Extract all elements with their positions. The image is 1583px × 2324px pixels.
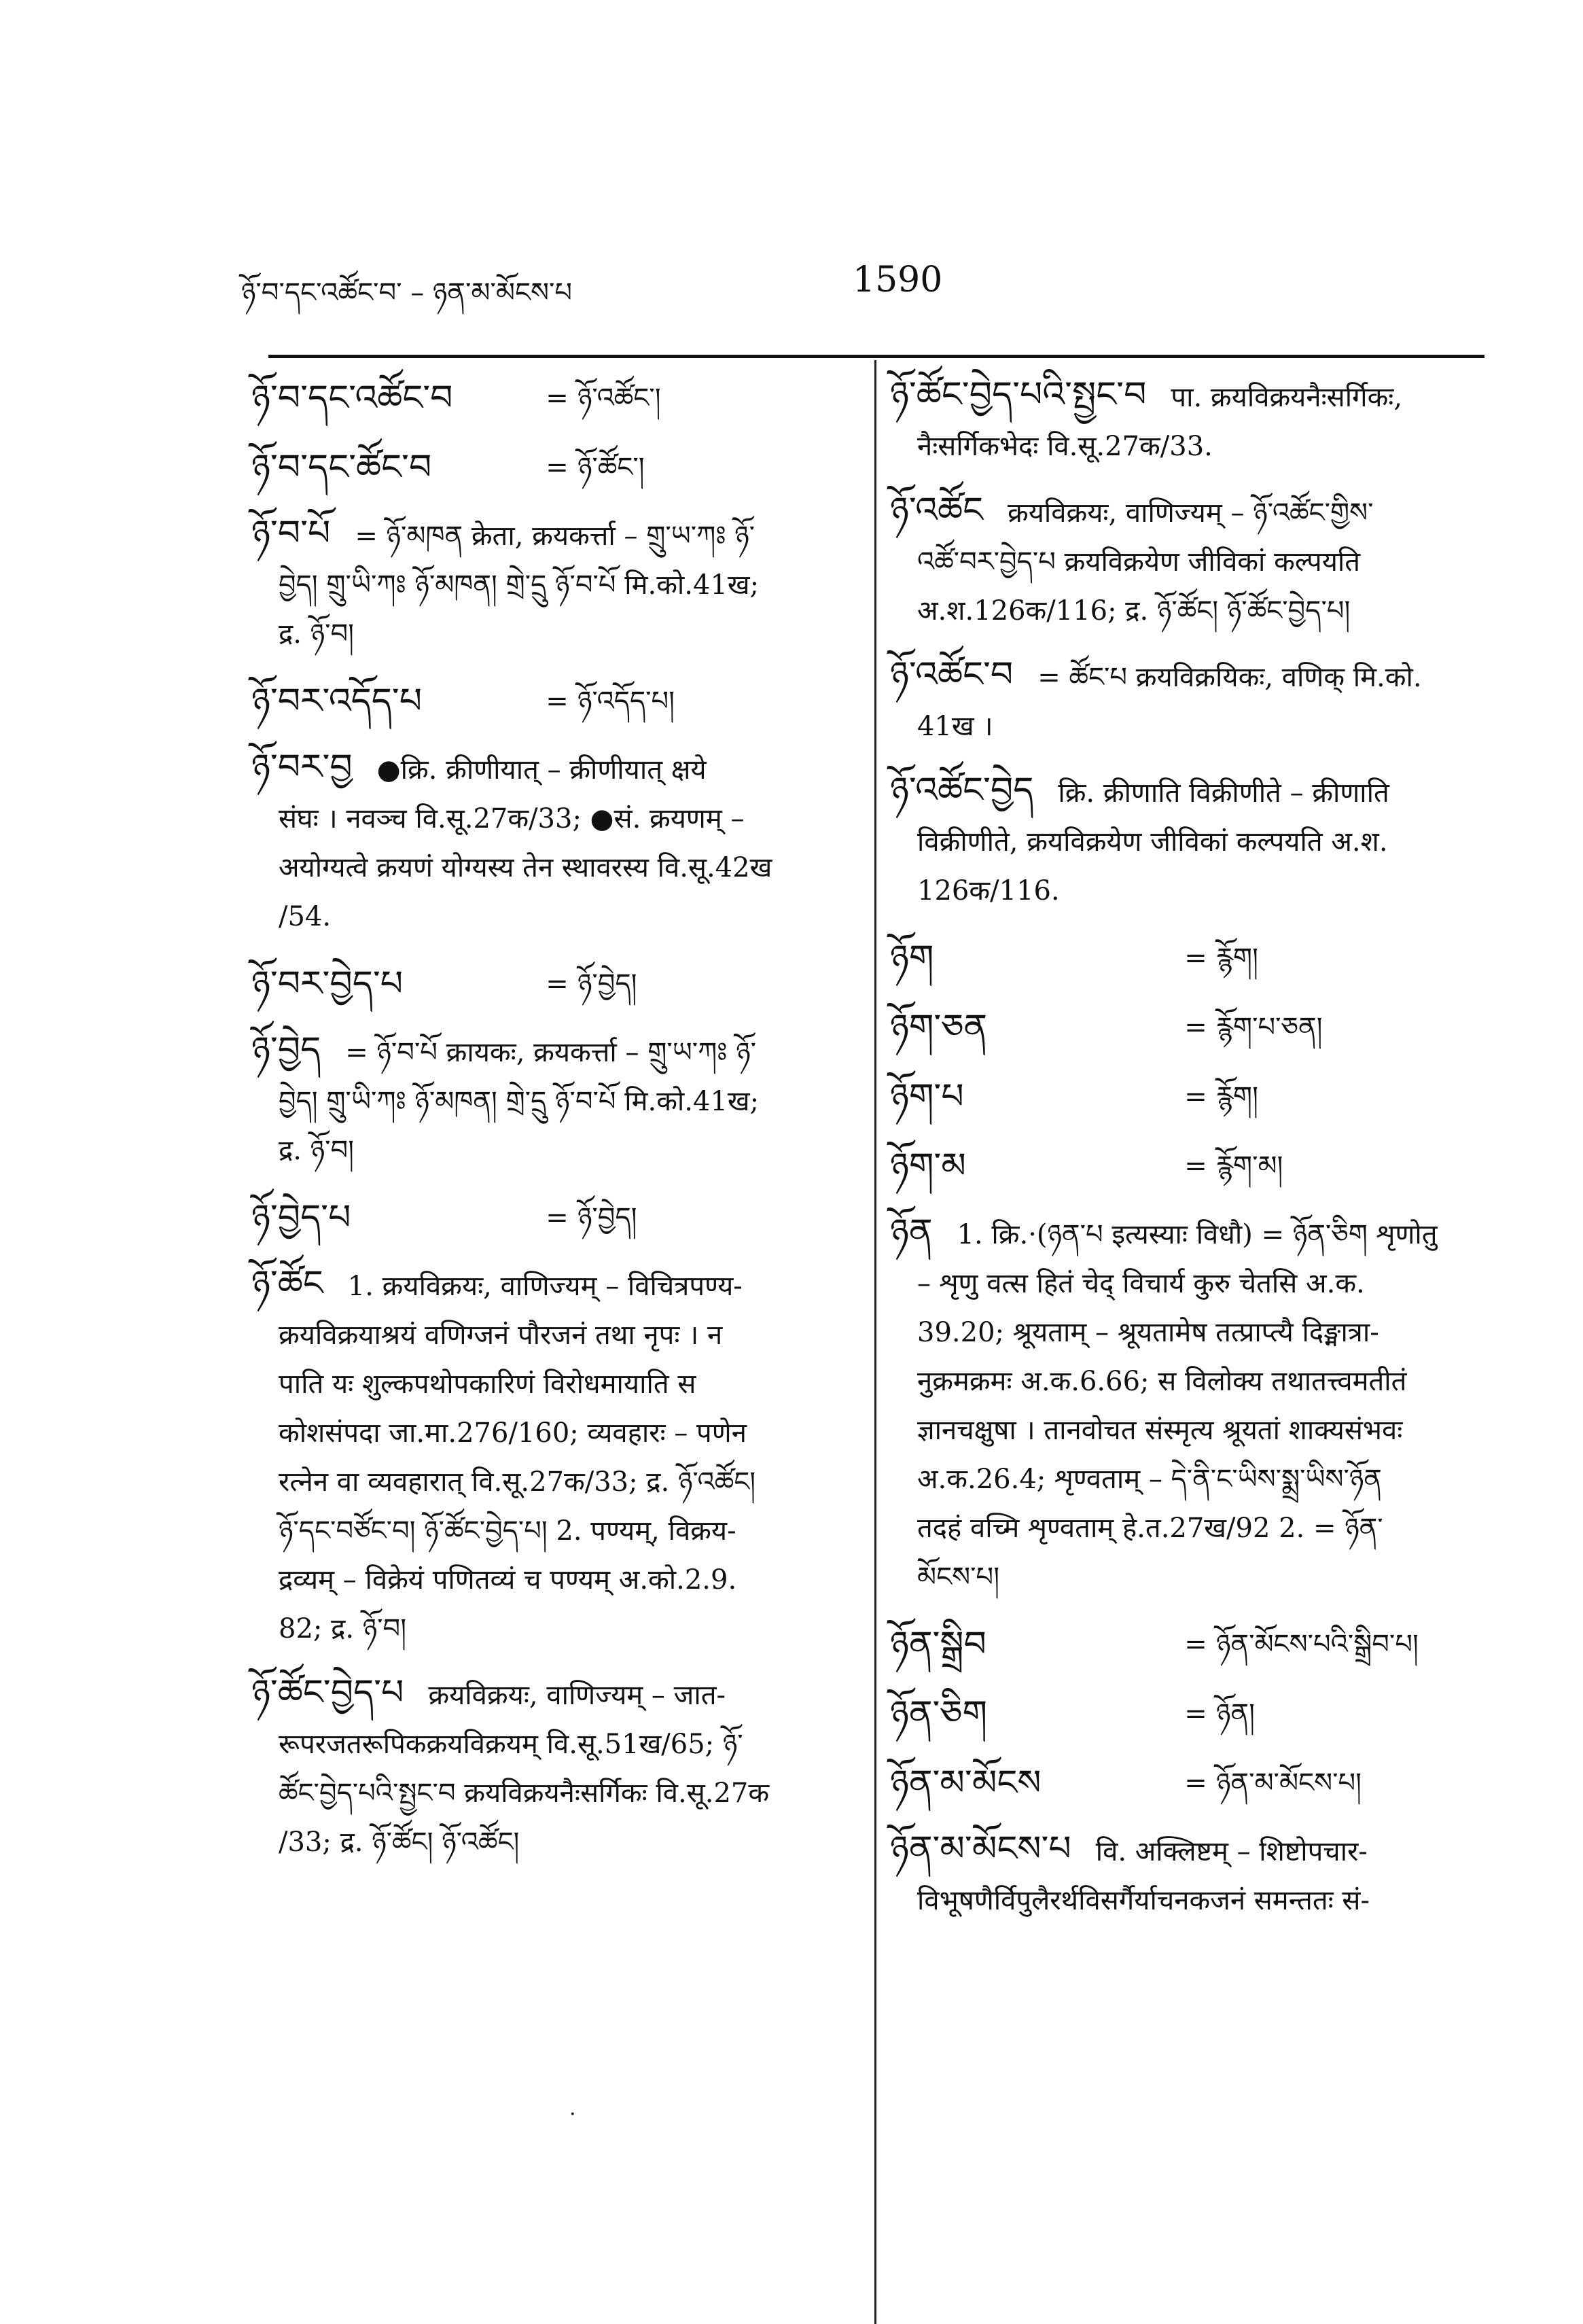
- dictionary-entry: [890, 650, 1501, 751]
- entry-line: [890, 1455, 1501, 1504]
- entry-line: [251, 1360, 859, 1409]
- headword: ཉོ་བར་བྱ: [251, 747, 353, 788]
- equals-sign: =: [1184, 1012, 1207, 1043]
- entry-text: अयोग्यत्वे क्रयणं योग्यस्य तेन स्थावरस्य वि.सू.42ख: [279, 852, 772, 883]
- entry-line: [890, 1553, 1501, 1602]
- entry-line: [890, 1357, 1501, 1406]
- entry-line: [890, 650, 1501, 702]
- equals-sign: =: [546, 383, 569, 414]
- entry-text: མོངས་པ།: [917, 1562, 1000, 1593]
- entry-line: [890, 538, 1501, 586]
- entry-text: བྱེད། གྲུ་ཡི་ཀཿ ཉོ་མཁན། གྲེ་དྲུ ཉོ་བ་པོ मि.को.41ख;: [279, 569, 760, 601]
- headword: ཉོ་ཚོང་བྱེད་པའི་སྤྱང་བ: [890, 374, 1147, 415]
- entry-line: [890, 1259, 1501, 1308]
- entry-text: ज्ञानचक्षुषा । तानवोचत संस्मृत्य श्रूयतां शाक्यसंभवः: [917, 1415, 1403, 1446]
- entry-line: [890, 370, 1501, 422]
- dictionary-entry: [251, 1259, 859, 1653]
- equals-sign: =: [1184, 1081, 1207, 1112]
- entry-line: [251, 1126, 859, 1175]
- entry-line: [890, 702, 1501, 751]
- cross-reference-entry: [890, 1000, 1501, 1055]
- entry-text: ཉོ་དང་བཙོང་བ། ཉོ་ཚོང་བྱེད་པ། 2. पण्यम्, विक्रय-: [279, 1515, 736, 1547]
- dictionary-entry: [251, 743, 859, 941]
- entry-text: वि. अक्लिष्टम् – शिष्टोपचार-: [1095, 1836, 1368, 1867]
- entry-text: 1. क्रयविक्रयः, वाणिज्यम् – विचित्रपण्य-: [347, 1271, 743, 1302]
- cross-reference-entry: [890, 930, 1501, 986]
- entry-text: तदहं वच्मि शृण्वताम् हे.त.27ख/92 2. = ཉོན་: [917, 1513, 1383, 1544]
- cross-reference-entry: [890, 1755, 1501, 1811]
- cross-reference-entry: [251, 673, 859, 729]
- entry-text: ●क्रि. क्रीणीयात् – क्रीणीयात् क्षये: [376, 754, 707, 786]
- cross-reference-target: ཉོ་བྱེད།: [577, 1202, 637, 1233]
- entry-line: [251, 1818, 859, 1867]
- running-head: ཉོ་བ་དང་འཚོང་བ་ – ཉན་མ་མོངས་པ: [241, 277, 573, 309]
- entry-text: 126क/116.: [917, 875, 1060, 906]
- entry-text: विभूषणैर्विपुलैरर्थविसर्गैर्याचनकजनं समन्ततः सं-: [917, 1885, 1370, 1916]
- cross-reference-entry: [890, 1686, 1501, 1742]
- dictionary-entry: [890, 486, 1501, 635]
- headword: ཉོ་འཚོང་བ: [890, 654, 1014, 695]
- cross-reference-target: ཉོན་མ་མོངས་པ།: [1216, 1767, 1362, 1799]
- headword: ཉོ་བ་དང་འཚོང་བ: [251, 378, 453, 419]
- entry-text: विक्रीणीते, क्रयविक्रयेण जीविकां कल्पयति अ.श.: [917, 826, 1388, 858]
- equals-sign: =: [1184, 1629, 1207, 1660]
- cross-reference-target: རྙོག།: [1216, 1081, 1258, 1112]
- entry-text: रत्नेन वा व्यवहारात् वि.सू.27क/33; द्र. ཉོ་འཚོང།: [279, 1466, 756, 1498]
- right-column: [890, 370, 1501, 1940]
- entry-line: [251, 843, 859, 892]
- entry-text: འཚོ་བར་བྱེད་པ क्रयविक्रयेण जीविकां कल्पयति: [917, 546, 1361, 578]
- entry-text: पा. क्रयविक्रयनैःसर्गिकः,: [1171, 382, 1403, 413]
- entry-line: [251, 1604, 859, 1653]
- entry-text: /54.: [279, 901, 332, 932]
- equals-sign: =: [546, 686, 569, 717]
- entry-line: [251, 1458, 859, 1507]
- entry-line: [251, 1769, 859, 1818]
- entry-line: [890, 1504, 1501, 1553]
- headword: ཉོན་མ་མོངས: [890, 1763, 1042, 1803]
- entry-text: अ.क.26.4; शृण्वताम् – དེ་ནི་ང་ཡིས་སྨྲ་ཡིས་ཉོན: [917, 1464, 1382, 1495]
- entry-text: བྱེད། གྲུ་ཡི་ཀཿ ཉོ་མཁན། གྲེ་དྲུ ཉོ་བ་པོ मि.को.41ख;: [279, 1086, 760, 1117]
- headword: ཉོ་བར་འདོད་པ: [251, 681, 423, 722]
- entry-line: [890, 1208, 1501, 1259]
- entry-text: द्र. ཉོ་བ།: [279, 1135, 354, 1166]
- entry-line: [890, 766, 1501, 817]
- entry-line: [251, 1668, 859, 1720]
- cross-reference-target: ཉོ་ཚོང་།: [577, 452, 645, 483]
- entry-text: क्रयविक्रयः, वाणिज्यम् – ཉོ་འཚོང་གྱིས་: [1007, 497, 1374, 529]
- entry-text: रूपरजतरूपिकक्रयविक्रयम् वि.सू.51ख/65; ཉོ་: [279, 1729, 743, 1760]
- equals-sign: =: [546, 452, 569, 483]
- cross-reference-entry: [251, 956, 859, 1012]
- entry-line: [890, 1406, 1501, 1455]
- headword: ཉོག་མ: [890, 1146, 966, 1186]
- headword: ཉོན: [890, 1212, 933, 1252]
- entry-text: अ.श.126क/116; द्र. ཉོ་ཚོང། ཉོ་ཚོང་བྱེད་པ།: [917, 595, 1351, 627]
- entry-line: [251, 1507, 859, 1555]
- headword: ཉོ་བྱེད་པ: [251, 1197, 351, 1238]
- entry-text: 39.20; श्रूयताम् – श्रूयतामेष तत्प्राप्त्यै दिङ्मात्रा-: [917, 1317, 1379, 1348]
- entry-text: नुक्रमक्रमः अ.क.6.66; स विलोक्य तथातत्त्वमतीतं: [917, 1366, 1407, 1397]
- entry-text: पाति यः शुल्कपथोपकारिणं विरोधमायाति स: [279, 1369, 696, 1400]
- entry-line: [251, 1025, 859, 1077]
- headword: ཉོག་ཅན: [890, 1007, 988, 1048]
- cross-reference-target: ཉོ་འཚོང་།: [577, 383, 661, 414]
- entry-text: संघः । नवञ्च वि.सू.27क/33; ●सं. क्रयणम् –: [279, 803, 745, 834]
- dictionary-entry: [890, 370, 1501, 471]
- cross-reference-entry: [890, 1069, 1501, 1125]
- headword: ཉོ་ཚོང: [251, 1263, 323, 1304]
- entry-text: द्रव्यम् – विक्रेयं पणितव्यं च पण्यम् अ.को.2.9.: [279, 1564, 737, 1596]
- dictionary-entry: [890, 766, 1501, 915]
- cross-reference-target: ཉོ་འདོད་པ།: [577, 686, 675, 717]
- dictionary-entry: [251, 1025, 859, 1175]
- entry-line: [251, 1555, 859, 1604]
- entry-line: [890, 422, 1501, 471]
- entry-line: [251, 610, 859, 658]
- headword: ཉོན་མ་མོངས་པ: [890, 1829, 1071, 1869]
- cross-reference-target: ཉོ་བྱེད།: [577, 968, 637, 1000]
- equals-sign: =: [1184, 943, 1207, 974]
- page-number: 1590: [853, 260, 943, 300]
- equals-sign: =: [546, 1202, 569, 1233]
- entry-text: /33; द्र. ཉོ་ཚོང། ཉོ་འཚོང།: [279, 1827, 520, 1858]
- entry-text: ཚོང་བྱེད་པའི་སྤྱང་བ क्रयविक्रयनैःसर्गिकः वि.सू.27क: [279, 1778, 770, 1809]
- left-column: [251, 370, 859, 1882]
- entry-line: [251, 1720, 859, 1769]
- cross-reference-entry: [251, 1190, 859, 1246]
- footer-mark: .: [569, 2096, 576, 2120]
- entry-line: [251, 509, 859, 561]
- entry-text: 1. क्रि.·(ཉན་པ इत्यस्याः विधौ) = ཉོན་ཅིག शृणोतु: [957, 1219, 1438, 1250]
- headword: ཉོ་བྱེད: [251, 1029, 321, 1070]
- cross-reference-target: རྙོག།: [1216, 943, 1258, 974]
- entry-text: 41ख ।: [917, 711, 993, 742]
- headword: ཉོག: [890, 938, 934, 979]
- entry-text: नैःसर्गिकभेदः वि.सू.27क/33.: [917, 431, 1213, 462]
- entry-line: [251, 743, 859, 794]
- cross-reference-target: ཉོན་མོངས་པའི་སྒྲིབ་པ།: [1216, 1629, 1419, 1660]
- entry-text: = ཚོང་པ क्रयविक्रयिकः, वणिक् मि.को.: [1037, 662, 1422, 693]
- entry-text: क्रि. क्रीणाति विक्रीणीते – क्रीणाति: [1058, 777, 1389, 809]
- dictionary-entry: [251, 509, 859, 658]
- entry-text: – शृणु वत्स हितं चेद् विचार्य कुरु चेतसि अ.क.: [917, 1268, 1365, 1299]
- entry-line: [890, 1825, 1501, 1876]
- header-rule: [268, 355, 1484, 358]
- entry-line: [251, 1311, 859, 1360]
- cross-reference-entry: [251, 440, 859, 495]
- entry-line: [890, 866, 1501, 915]
- entry-text: = ཉོ་བ་པོ क्रायकः, क्रयकर्त्ता – གྲུ་ཡ་ཀཿ ཉོ་: [345, 1037, 757, 1068]
- entry-line: [890, 486, 1501, 538]
- entry-line: [890, 817, 1501, 866]
- headword: ཉོན་སྒྲིབ: [890, 1624, 986, 1665]
- entry-text: 82; द्र. ཉོ་བ།: [279, 1613, 407, 1644]
- equals-sign: =: [1184, 1150, 1207, 1182]
- entry-line: [251, 561, 859, 610]
- headword: ཉོ་བར་བྱེད་པ: [251, 964, 404, 1004]
- entry-line: [890, 586, 1501, 635]
- equals-sign: =: [1184, 1698, 1207, 1729]
- entry-line: [251, 794, 859, 843]
- entry-text: द्र. ཉོ་བ།: [279, 618, 354, 650]
- dictionary-entry: [890, 1208, 1501, 1602]
- entry-line: [251, 1077, 859, 1126]
- entry-line: [890, 1308, 1501, 1357]
- entry-text: कोशसंपदा जा.मा.276/160; व्यवहारः – पणेन: [279, 1418, 747, 1449]
- entry-text: = ཉོ་མཁན क्रेता, क्रयकर्त्ता – གྲུ་ཡ་ཀཿ ཉོ་: [355, 521, 755, 552]
- headword: ཉོན་ཅིག: [890, 1693, 988, 1734]
- cross-reference-target: ཉོན།: [1216, 1698, 1255, 1729]
- headword: ཉོ་འཚོང་བྱེད: [890, 770, 1034, 811]
- headword: ཉོ་བ་པོ: [251, 513, 331, 554]
- entry-line: [890, 1876, 1501, 1925]
- entry-line: [251, 1409, 859, 1458]
- headword: ཉོག་པ: [890, 1076, 964, 1117]
- dictionary-entry: [251, 1668, 859, 1867]
- cross-reference-entry: [890, 1138, 1501, 1194]
- cross-reference-entry: [890, 1617, 1501, 1672]
- headword: ཉོ་ཚོང་བྱེད་པ: [251, 1672, 404, 1713]
- dictionary-entry: [890, 1825, 1501, 1925]
- cross-reference-target: རྙོག་པ་ཅན།: [1216, 1012, 1323, 1043]
- cross-reference-target: རྙོག་མ།: [1216, 1150, 1283, 1182]
- entry-text: क्रयविक्रयाश्रयं वणिग्जनं पौरजनं तथा नृपः । न: [279, 1320, 723, 1351]
- equals-sign: =: [546, 968, 569, 1000]
- entry-line: [251, 1259, 859, 1311]
- cross-reference-entry: [251, 370, 859, 426]
- entry-text: क्रयविक्रयः, वाणिज्यम् – जात-: [428, 1680, 726, 1711]
- column-divider: [874, 360, 876, 2324]
- entry-line: [251, 892, 859, 941]
- headword: ཉོ་བ་དང་ཚོང་བ: [251, 447, 432, 488]
- equals-sign: =: [1184, 1767, 1207, 1799]
- headword: ཉོ་འཚོང: [890, 490, 983, 531]
